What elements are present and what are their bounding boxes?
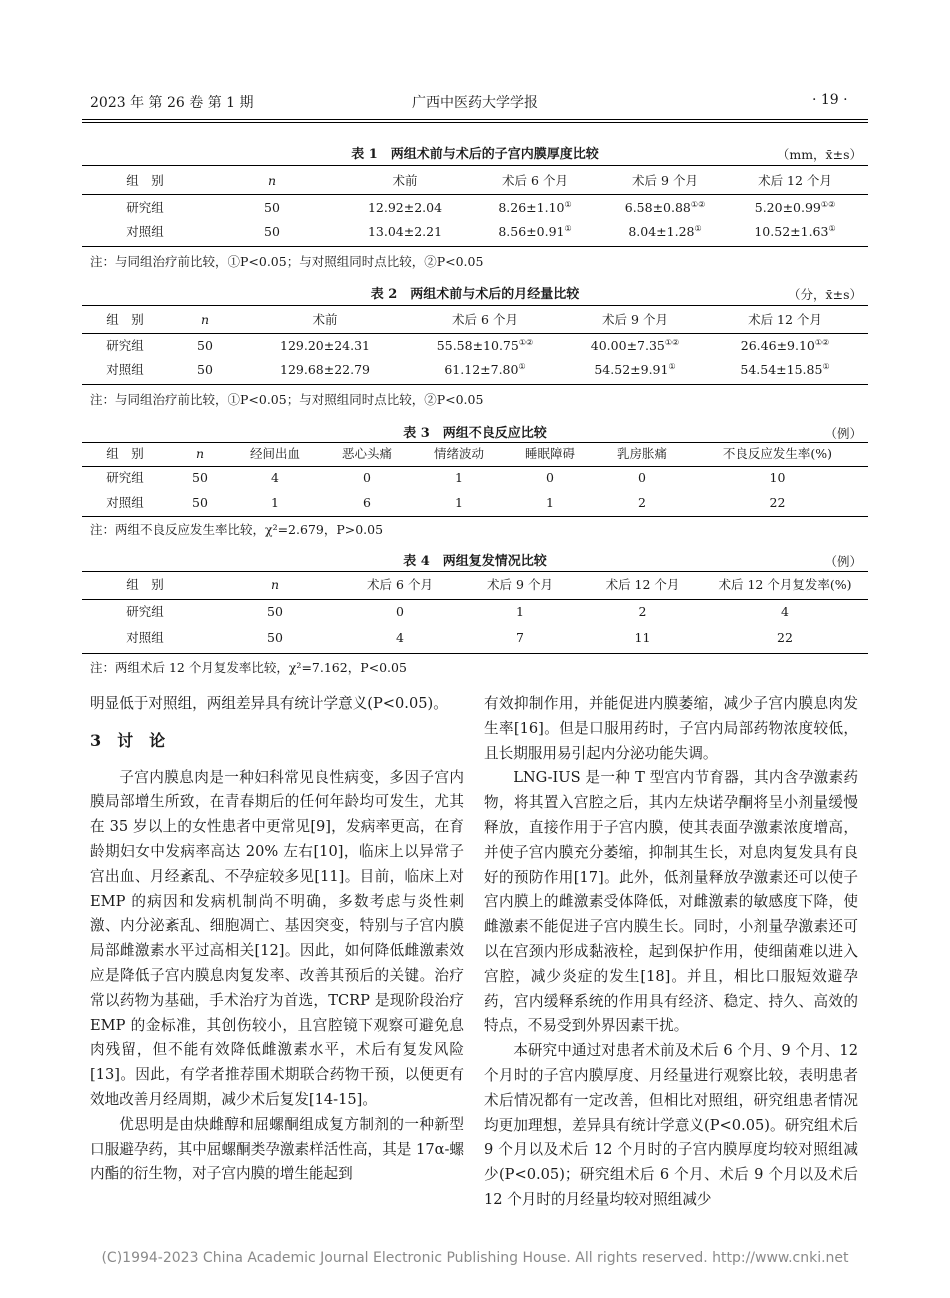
table-mark: ①② bbox=[518, 338, 534, 347]
table-cell: 13.04±2.21 bbox=[367, 224, 443, 239]
table-2-header-cell: 术后 9 个月 bbox=[602, 312, 668, 327]
table-cell: 10.52±1.63 bbox=[754, 224, 829, 239]
table-cell: 129.20±24.31 bbox=[280, 338, 370, 353]
table-4-unit: （例） bbox=[824, 554, 862, 569]
table-cell: 研究组 bbox=[106, 338, 144, 353]
table-mark: ①② bbox=[690, 200, 706, 209]
table-cell: 研究组 bbox=[126, 604, 164, 619]
body-paragraph: 优思明是由炔雌醇和屈螺酮组成复方制剂的一种新型口服避孕药，其中屈螺酮类孕激素样活性高，其是 17α-螺内酯的衍生物，对子宫内膜的增生能起到 bbox=[90, 1115, 464, 1183]
table-cell: 11 bbox=[634, 630, 651, 645]
header-rule-2 bbox=[82, 122, 868, 123]
table-4-caption: 表 4 两组复发情况比较 bbox=[403, 554, 547, 569]
table-cell: 22 bbox=[769, 495, 786, 510]
table-1-caption: 表 1 两组术前与术后的子宫内膜厚度比较 bbox=[351, 147, 599, 162]
table-cell: 50 bbox=[267, 630, 283, 645]
table-cell: 对照组 bbox=[126, 224, 164, 239]
table-3-header-cell: 组 别 bbox=[106, 446, 144, 461]
table-mark: ① bbox=[828, 224, 836, 233]
table-mark: ①② bbox=[820, 200, 836, 209]
table-cell: 对照组 bbox=[106, 495, 144, 510]
table-1-bottom-rule bbox=[82, 246, 868, 247]
table-cell: 7 bbox=[516, 630, 524, 645]
table-2-header-cell: 术后 6 个月 bbox=[452, 312, 518, 327]
table-4-note: 注：两组术后 12 个月复发率比较，χ²=7.162，P<0.05 bbox=[90, 660, 407, 675]
table-3-header-row bbox=[0, 441, 950, 467]
table-row bbox=[0, 465, 950, 491]
body-paragraph: LNG-IUS 是一种 T 型宫内节育器，其内含孕激素药物，将其置入宫腔之后，其内左炔诺孕酮将呈小剂量缓慢释放，直接作用于子宫内膜，使其表面孕激素浓度增高，并使子宫内膜充分萎缩，抑制其生长，对息肉复发具有良好的预防作用[17]。此外，低剂量释放孕激素还可以使子宫内膜上的雌激素受体降低，对雌激素的敏感度下降，使雌激素不能促进子宫内膜生长。同时，小剂量孕激素还可以在宫颈内形成黏液栓，起到保护作用，使细菌难以进入宫腔，减少炎症的发生[18]。并且，相比口服短效避孕药，宫内缓释系统的作用具有经济、稳定、持久、高效的特点，不易受到外界因素干扰。 bbox=[484, 769, 858, 1035]
table-cell: 4 bbox=[271, 470, 279, 485]
table-cell: 5.20±0.99 bbox=[754, 200, 821, 215]
table-cell: 50 bbox=[192, 470, 208, 485]
table-cell: 2 bbox=[638, 495, 646, 510]
table-cell: 1 bbox=[455, 470, 463, 485]
header-rule bbox=[82, 119, 868, 120]
table-cell: 0 bbox=[546, 470, 554, 485]
table-cell: 8.56±0.91 bbox=[498, 224, 565, 239]
copyright-footer: (C)1994-2023 China Academic Journal Electronic Publishing House. All rights reserved. http://www.cnki.net bbox=[101, 1250, 849, 1266]
table-1-header-cell: 术后 9 个月 bbox=[632, 173, 698, 188]
journal-issue: 2023 年 第 26 卷 第 1 期 bbox=[90, 95, 254, 111]
table-cell: 50 bbox=[192, 495, 208, 510]
table-cell: 6.58±0.88 bbox=[624, 200, 691, 215]
table-2-unit: （分，x̄±s） bbox=[788, 287, 862, 302]
table-2-header-cell: 术前 bbox=[312, 312, 338, 327]
table-cell: 40.00±7.35 bbox=[590, 338, 665, 353]
table-cell: 4 bbox=[781, 604, 789, 619]
table-2-header-row bbox=[0, 307, 950, 333]
table-cell: 0 bbox=[363, 470, 371, 485]
table-4-header-cell: n bbox=[270, 577, 280, 592]
section-heading: 3 讨 论 bbox=[90, 730, 166, 750]
table-4-bottom-rule bbox=[82, 653, 868, 654]
table-2-header-cell: 组 别 bbox=[106, 312, 144, 327]
table-mark: ① bbox=[822, 362, 830, 371]
table-3-note: 注：两组不良反应发生率比较，χ²=2.679，P>0.05 bbox=[90, 522, 384, 537]
table-cell: 2 bbox=[638, 604, 647, 619]
table-3-header-cell: 不良反应发生率(%) bbox=[722, 446, 833, 461]
page-number: · 19 · bbox=[812, 92, 848, 108]
table-1-header-cell: 组 别 bbox=[126, 173, 164, 188]
table-cell: 50 bbox=[197, 338, 213, 353]
table-cell: 1 bbox=[455, 495, 463, 510]
table-2-caption: 表 2 两组术前与术后的月经量比较 bbox=[370, 287, 580, 302]
body-paragraph: 有效抑制作用，并能促进内膜萎缩，减少子宫内膜息肉发生率[16]。但是口服用药时，子宫内局部药物浓度较低，且长期服用易引起内分泌功能失调。 bbox=[484, 695, 858, 762]
table-2-bottom-rule bbox=[82, 384, 868, 385]
table-row bbox=[0, 333, 950, 359]
table-3-header-cell: 恶心头痛 bbox=[341, 446, 392, 461]
table-2-header-cell: n bbox=[200, 312, 210, 327]
table-cell: 10 bbox=[769, 470, 786, 485]
table-3-unit: （例） bbox=[824, 426, 862, 441]
table-cell: 4 bbox=[396, 630, 404, 645]
table-1-header-cell: n bbox=[267, 173, 277, 188]
body-left-column bbox=[90, 692, 464, 1187]
table-1-top-rule bbox=[82, 165, 868, 166]
table-3-caption: 表 3 两组不良反应比较 bbox=[403, 426, 547, 441]
table-cell: 50 bbox=[264, 224, 280, 239]
table-row bbox=[0, 625, 950, 651]
table-4-header-cell: 组 别 bbox=[126, 577, 164, 592]
journal-title: 广西中医药大学学报 bbox=[412, 95, 538, 111]
table-cell: 对照组 bbox=[106, 362, 144, 377]
table-3-header-cell: 情绪波动 bbox=[433, 446, 484, 461]
table-cell: 1 bbox=[271, 495, 279, 510]
table-mark: ①② bbox=[814, 338, 830, 347]
table-cell: 1 bbox=[516, 604, 524, 619]
table-1-header-cell: 术后 12 个月 bbox=[758, 173, 832, 188]
table-cell: 0 bbox=[396, 604, 404, 619]
body-paragraph: 本研究中通过对患者术前及术后 6 个月、9 个月、12 个月时的子宫内膜厚度、月经量进行观察比较，表明患者术后情况都有一定改善，但相比对照组，研究组患者情况均更加理想，差异具有统计学意义(P<0.05)。研究组术后 9 个月以及术后 12 个月时的子宫内膜厚度均较对照组减少(P<0.05)；研究组术后 6 个月、术后 9 个月以及术后 12 个月时的月经量均较对照组减少 bbox=[484, 1042, 858, 1208]
table-mark: ①② bbox=[664, 338, 680, 347]
table-4-header-cell: 术后 9 个月 bbox=[487, 577, 553, 592]
table-cell: 12.92±2.04 bbox=[367, 200, 443, 215]
table-mark: ① bbox=[668, 362, 676, 371]
table-cell: 61.12±7.80 bbox=[444, 362, 519, 377]
table-3-bottom-rule bbox=[82, 516, 868, 517]
table-cell: 50 bbox=[264, 200, 280, 215]
table-3-header-cell: n bbox=[195, 446, 205, 461]
table-mark: ① bbox=[694, 224, 702, 233]
table-row bbox=[0, 195, 950, 221]
table-3-header-cell: 经间出血 bbox=[249, 446, 300, 461]
table-cell: 研究组 bbox=[126, 200, 164, 215]
table-cell: 8.04±1.28 bbox=[628, 224, 695, 239]
table-cell: 50 bbox=[197, 362, 213, 377]
table-cell: 对照组 bbox=[126, 630, 164, 645]
table-cell: 54.52±9.91 bbox=[594, 362, 669, 377]
table-cell: 0 bbox=[638, 470, 646, 485]
body-paragraph: 子宫内膜息肉是一种妇科常见良性病变，多因子宫内膜局部增生所致，在青春期后的任何年龄均可发生，尤其在 35 岁以上的女性患者中更常见[9]，发病率更高，在育龄期妇女中发病率高达 20% 左右[10]，临床上以异常子宫出血、月经紊乱、不孕症较多见[11]。目前，临床上对 EMP 的病因和发病机制尚不明确，多数考虑与炎性刺激、内分泌紊乱、细胞凋亡、基因突变，特别与子宫内膜局部雌激素水平过高相关[12]。因此，如何降低雌激素效应是降低子宫内膜息肉复发率、改善其预后的关键。治疗常以药物为基础，手术治疗为首选，TCRP 是现阶段治疗 EMP 的金标准，其创伤较小，且宫腔镜下观察可避免息肉残留，但不能有效降低雌激素水平，术后有复发风险[13]。因此，有学者推荐围术期联合药物干预，以便更有效地改善月经周期，减少术后复发[14-15]。 bbox=[90, 768, 464, 1108]
table-cell: 22 bbox=[777, 630, 793, 645]
table-3-header-cell: 睡眠障碍 bbox=[524, 446, 575, 461]
table-cell: 研究组 bbox=[106, 470, 144, 485]
table-mark: ① bbox=[518, 362, 526, 371]
table-1-header-cell: 术前 bbox=[392, 173, 418, 188]
table-row bbox=[0, 219, 950, 245]
table-4-header-cell: 术后 6 个月 bbox=[367, 577, 433, 592]
table-4-header-cell: 术后 12 个月复发率(%) bbox=[718, 577, 852, 592]
table-1-header-row bbox=[0, 168, 950, 194]
table-4-header-row bbox=[0, 572, 950, 598]
body-paragraph: 明显低于对照组，两组差异具有统计学意义(P<0.05)。 bbox=[90, 695, 448, 712]
body-right-column bbox=[484, 692, 858, 1213]
table-cell: 54.54±15.85 bbox=[740, 362, 823, 377]
table-1-unit: （mm，x̄±s） bbox=[776, 147, 862, 162]
table-4-header-cell: 术后 12 个月 bbox=[605, 577, 680, 592]
table-cell: 8.26±1.10 bbox=[498, 200, 565, 215]
table-cell: 6 bbox=[363, 495, 371, 510]
table-cell: 55.58±10.75 bbox=[436, 338, 519, 353]
table-mark: ① bbox=[564, 224, 572, 233]
table-row bbox=[0, 490, 950, 516]
table-2-top-rule bbox=[82, 305, 868, 306]
table-1-header-cell: 术后 6 个月 bbox=[502, 173, 568, 188]
table-cell: 26.46±9.10 bbox=[740, 338, 815, 353]
table-3-header-cell: 乳房胀痛 bbox=[616, 446, 667, 461]
table-row bbox=[0, 599, 950, 625]
table-cell: 50 bbox=[267, 604, 283, 619]
table-1-note: 注：与同组治疗前比较，①P<0.05；与对照组同时点比较，②P<0.05 bbox=[90, 254, 484, 269]
table-2-header-cell: 术后 12 个月 bbox=[748, 312, 822, 327]
table-cell: 1 bbox=[546, 495, 554, 510]
table-cell: 129.68±22.79 bbox=[280, 362, 370, 377]
table-2-note: 注：与同组治疗前比较，①P<0.05；与对照组同时点比较，②P<0.05 bbox=[90, 392, 484, 407]
table-row bbox=[0, 357, 950, 383]
table-mark: ① bbox=[564, 200, 572, 209]
